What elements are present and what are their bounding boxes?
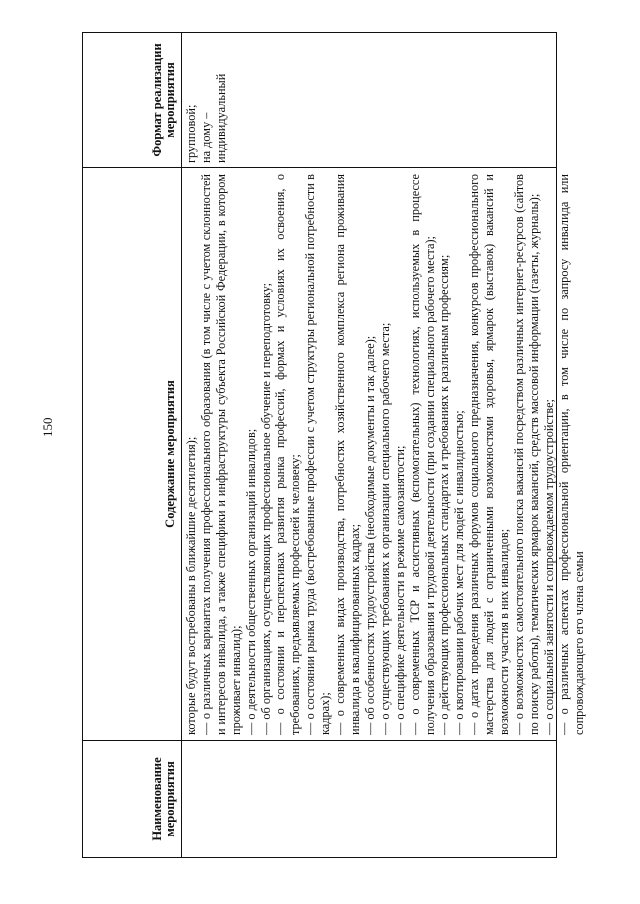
content-list-item: — о различных аспектах профессиональной ориентации, в том числе по запросу инвалида или сопровождающего его члена семьи: [556, 174, 586, 735]
column-content: [83, 167, 586, 740]
content-list-item: — о квотировании рабочих мест для людей с инвалидностью;: [452, 410, 467, 735]
content-lead: которые будут востребованы в ближайшие десятилетия);: [184, 436, 198, 735]
content-list-item: — о датах проведения различных форумов социального предназначения, конкурсов профессионального мастерства для людей с ограниченными возможностями здоровья, ярмарок (выставок) вакансий и возможности участия в них инвалидов;: [467, 174, 512, 735]
column-format: [83, 33, 556, 167]
content-list-item: — о современных видах производства, потребностях хозяйственного комплекса региона проживания инвалида в квалифицированных кадрах;: [333, 174, 362, 735]
page-number: 150: [40, 417, 55, 437]
content-list-item: — о различных вариантах получения профессионального образования (в том числе с учетом склонностей и интересов инвалида, а также специфики и инфраструктуры субъекта Российской Федерации, в котором проживает инвалид);: [198, 174, 243, 735]
column-name: [83, 740, 556, 857]
content-list-item: — о действующих профессиональных стандартах и требованиях к различным профессиям;: [437, 254, 452, 735]
content-list-item: — о современных ТСР и ассистивных (вспомогательных) технологиях, используемых в процессе получения образования и трудовой деятельности (при создании специального рабочего места);: [407, 174, 437, 735]
content-list-item: — о деятельности общественных организаций инвалидов;: [243, 428, 258, 735]
header-divider: [181, 741, 182, 857]
content-list-item: — о состоянии и перспективах развития рынка профессий, формах и условиях их освоения, о требованиях, предъявляемых профессией к человеку;: [273, 174, 303, 735]
activities-table: [82, 32, 586, 858]
header-name: Наименование мероприятия: [150, 757, 177, 841]
content-body: [184, 174, 586, 735]
content-list-item: — о специфике деятельности в режиме самозанятости;: [392, 445, 407, 735]
format-line: индивидуальный: [213, 73, 228, 163]
content-list-item: — об организациях, осуществляющих профессиональное обучение и переподготовку;: [258, 282, 273, 735]
format-cell: [184, 37, 229, 163]
content-list-item: — о социальной занятости и сопровождаемом трудоустройстве;: [541, 399, 556, 735]
content-list-item: — о возможностях самостоятельного поиска вакансий посредством различных интернет-ресурсов (сайтов по поиску работы), тематических ярмарок вакансий, средств массовой информации (газеты, журналы);: [511, 174, 541, 735]
content-list: [199, 174, 587, 735]
header-content: Содержание мероприятия: [163, 380, 177, 528]
content-list-item: — об особенностях трудоустройства (необходимые документы и так далее);: [362, 335, 377, 735]
format-line: групповой;: [184, 104, 198, 163]
format-line: на дому –: [198, 112, 213, 163]
content-list-item: — о существующих требованиях к организации специального рабочего места;: [377, 322, 392, 735]
header-divider: [181, 168, 182, 740]
content-list-item: — о состоянии рынка труда (востребованные профессии с учетом структуры региональной потребности в кадрах);: [303, 174, 333, 735]
header-format: Формат реализации мероприятия: [150, 43, 177, 157]
header-divider: [181, 33, 182, 167]
